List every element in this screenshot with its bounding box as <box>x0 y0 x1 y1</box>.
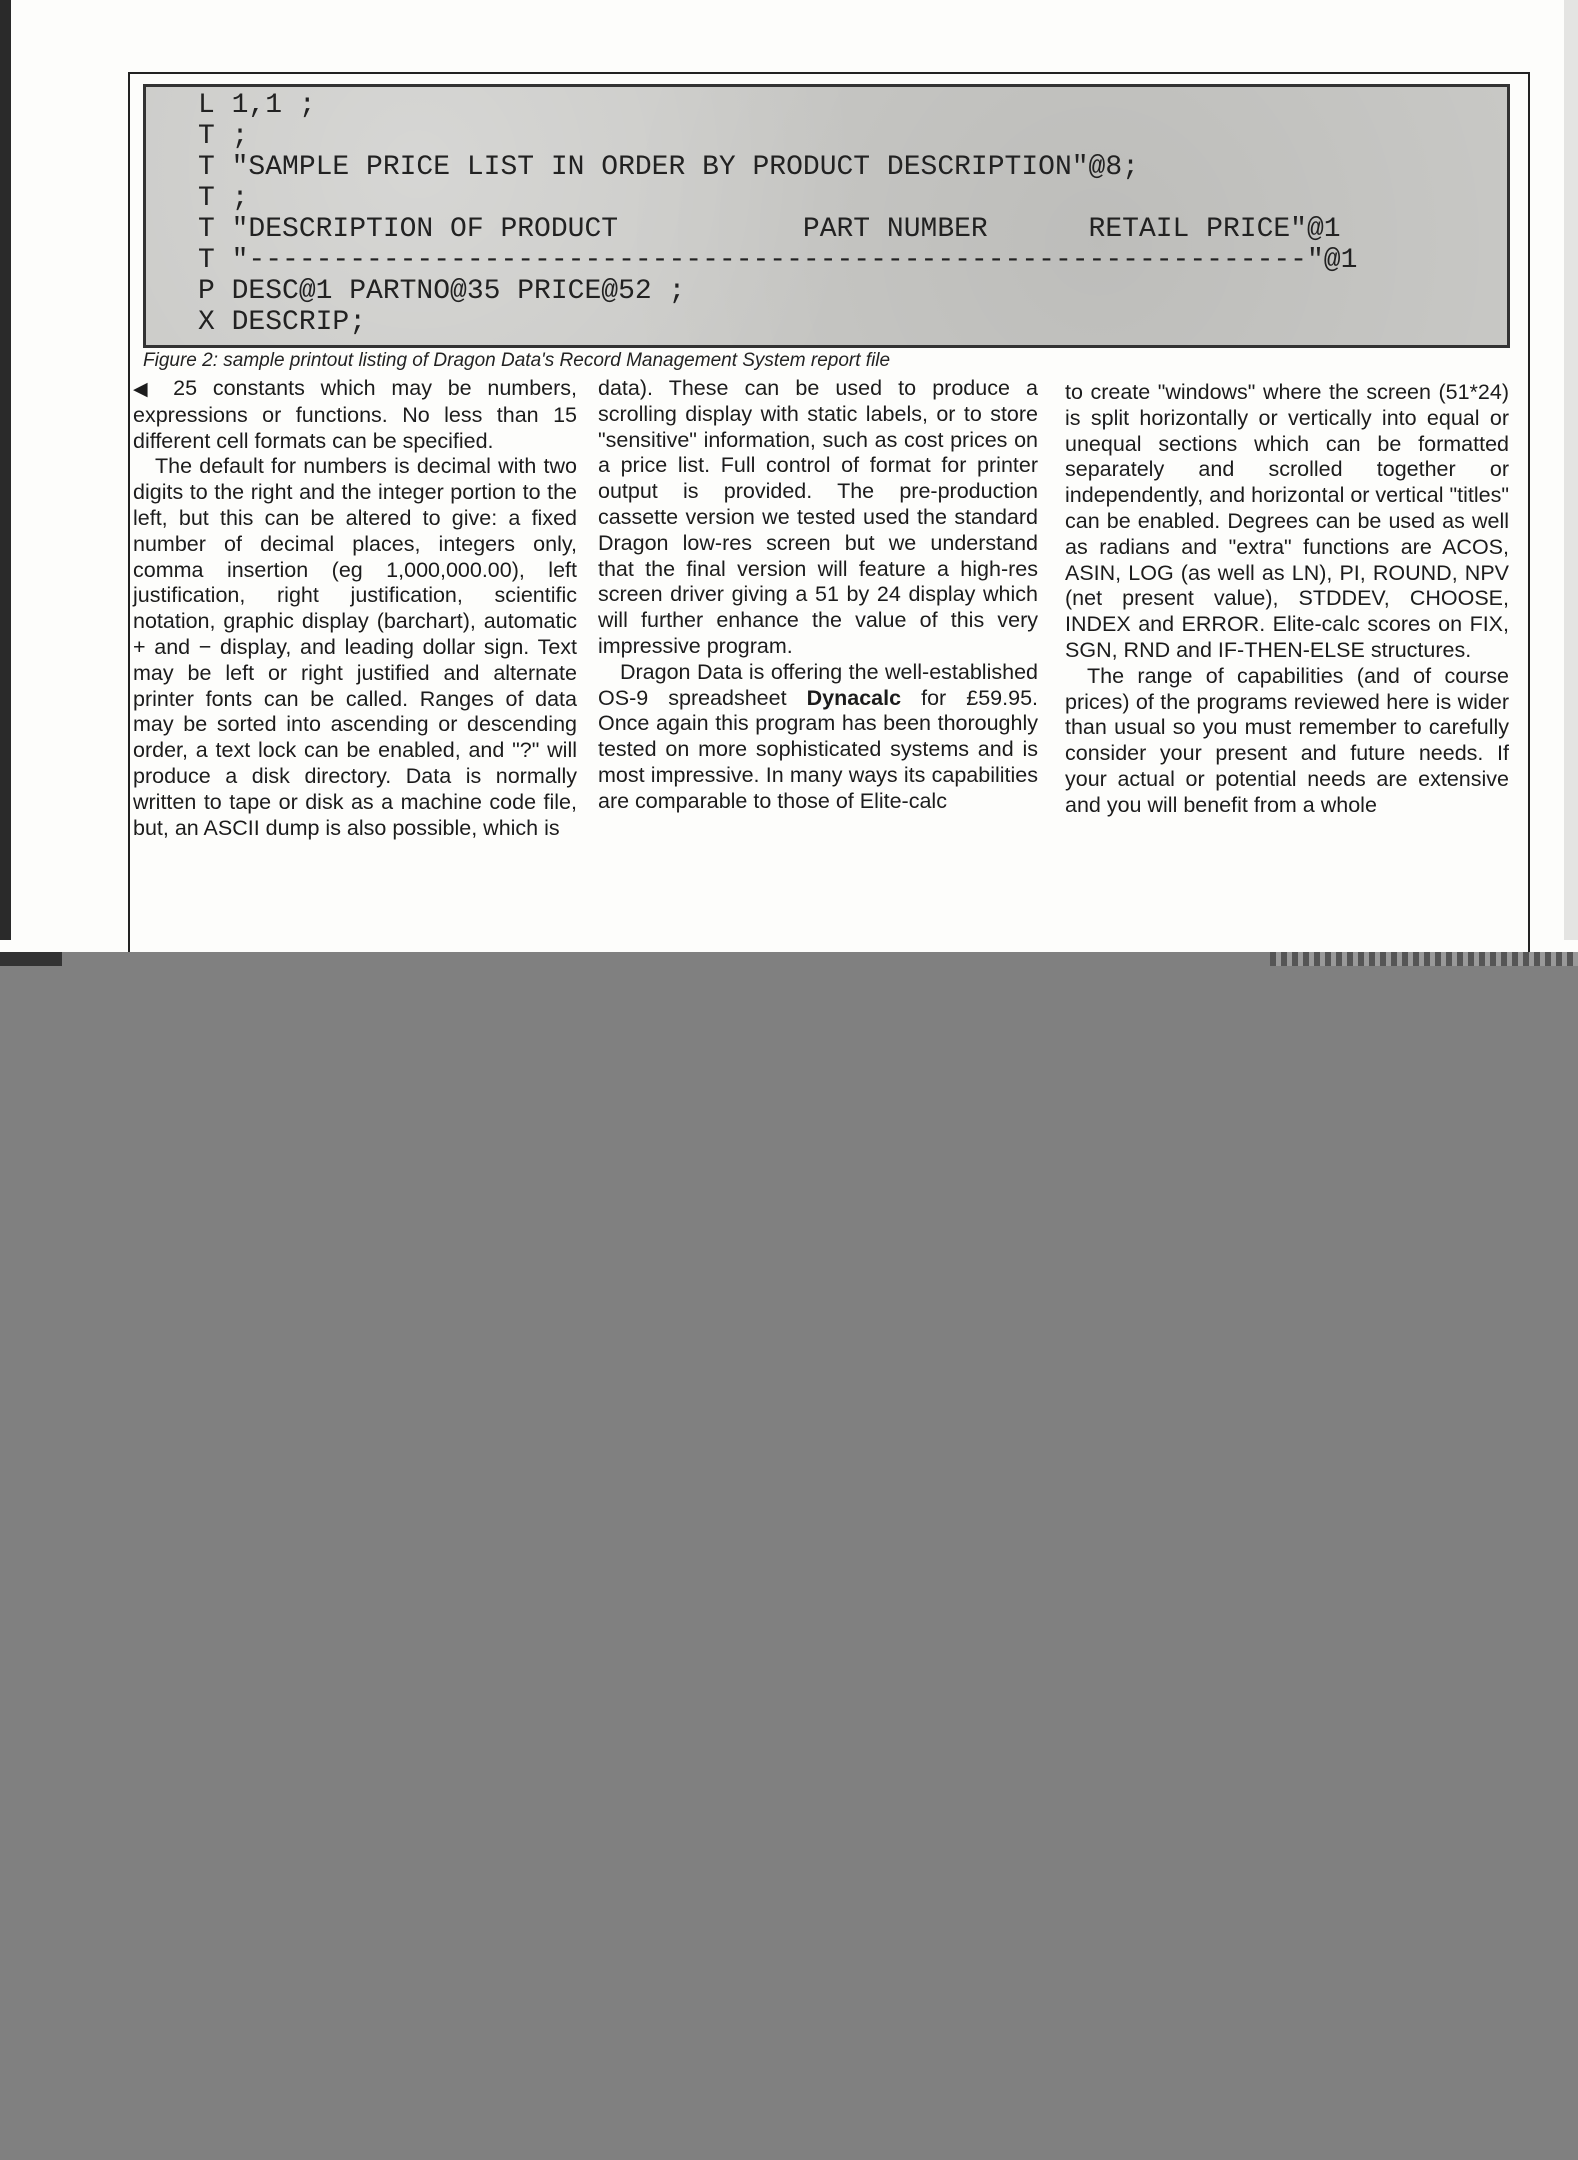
paragraph-text: for £59.95. Once again this program has been thoroughly tested on more sophisticated systems and is most impressive. In many ways its capabilities are comparable to those of Elite-calc <box>598 685 1038 813</box>
scan-artifact <box>1270 952 1578 966</box>
code-line: P DESC@1 PARTNO@35 PRICE@52 ; <box>198 276 686 307</box>
code-line: T "SAMPLE PRICE LIST IN ORDER BY PRODUCT DESCRIPTION"@8; <box>198 152 1139 183</box>
paragraph <box>133 376 577 454</box>
paragraph: to create "windows" where the screen (51*24) is split horizontally or vertically into equal or unequal sections which can be formatted separately and scrolled together or independently, and horizontal or vertical "titles" can be enabled. Degrees can be used as well as radians and "extra" functions are ACOS, ASIN, LOG (as well as LN), PI, ROUND, NPV (net present value), STDDEV, CHOOSE, INDEX and ERROR. Elite-calc scores on FIX, SGN, RND and IF-THEN-ELSE structures. <box>1065 380 1509 662</box>
continued-arrow-icon: ◀ <box>133 379 158 400</box>
code-line: T ; <box>198 121 249 152</box>
paragraph: The range of capabilities (and of course prices) of the programs reviewed here is wider than usual so you must remember to carefully consider your present and future needs. If your actual or potential needs are extensive and you will benefit from a whole <box>1065 663 1509 817</box>
paragraph-text: Dragon Data is offering the well-established OS-9 spreadsheet <box>598 659 1038 710</box>
text-column-1 <box>133 376 577 841</box>
code-line: T "DESCRIPTION OF PRODUCT PART NUMBER RETAIL PRICE"@1 <box>198 214 1341 245</box>
paragraph-text: 25 constants which may be numbers, expressions or functions. No less than 15 different cell formats can be specified. <box>133 376 577 453</box>
product-name: Dynacalc <box>806 685 902 710</box>
code-listing-figure <box>143 84 1510 348</box>
code-line: X DESCRIP; <box>198 307 367 338</box>
figure-caption: Figure 2: sample printout listing of Dragon Data's Record Management System report file <box>143 350 891 371</box>
text-column-3 <box>1065 380 1509 819</box>
code-line: L 1,1 ; <box>198 90 316 121</box>
text-column-2 <box>598 376 1038 815</box>
code-line: T "---------------------------------------------------------------"@1 <box>198 245 1358 276</box>
paragraph <box>598 660 1038 815</box>
paragraph: The default for numbers is decimal with two digits to the right and the integer portion to the left, but this can be altered to give: a fixed number of decimal places, integers only, comma insertion (eg 1,000,000.00), left justification, right justification, scientific notation, graphic display (barchart), automatic + and − display, and leading dollar sign. Text may be left or right justified and alternate printer fonts can be called. Ranges of data may be sorted into ascending or descending order, a text lock can be enabled, and "?" will produce a disk directory. Data is normally written to tape or disk as a machine code file, but, an ASCII dump is also possible, which is <box>133 454 577 840</box>
blank-gray-area <box>0 952 1578 2160</box>
scan-edge-right <box>1564 0 1578 940</box>
paragraph: data). These can be used to produce a scrolling display with static labels, or to store "sensitive" information, such as cost prices on a price list. Full control of format for printer output is provided. The pre-production cassette version we tested used the standard Dragon low-res screen but we understand that the final version will feature a high-res screen driver giving a 51 by 24 display which will further enhance the value of this very impressive program. <box>598 376 1038 658</box>
scan-edge-left <box>0 0 11 940</box>
scan-artifact <box>0 952 62 966</box>
code-line: T ; <box>198 183 249 214</box>
